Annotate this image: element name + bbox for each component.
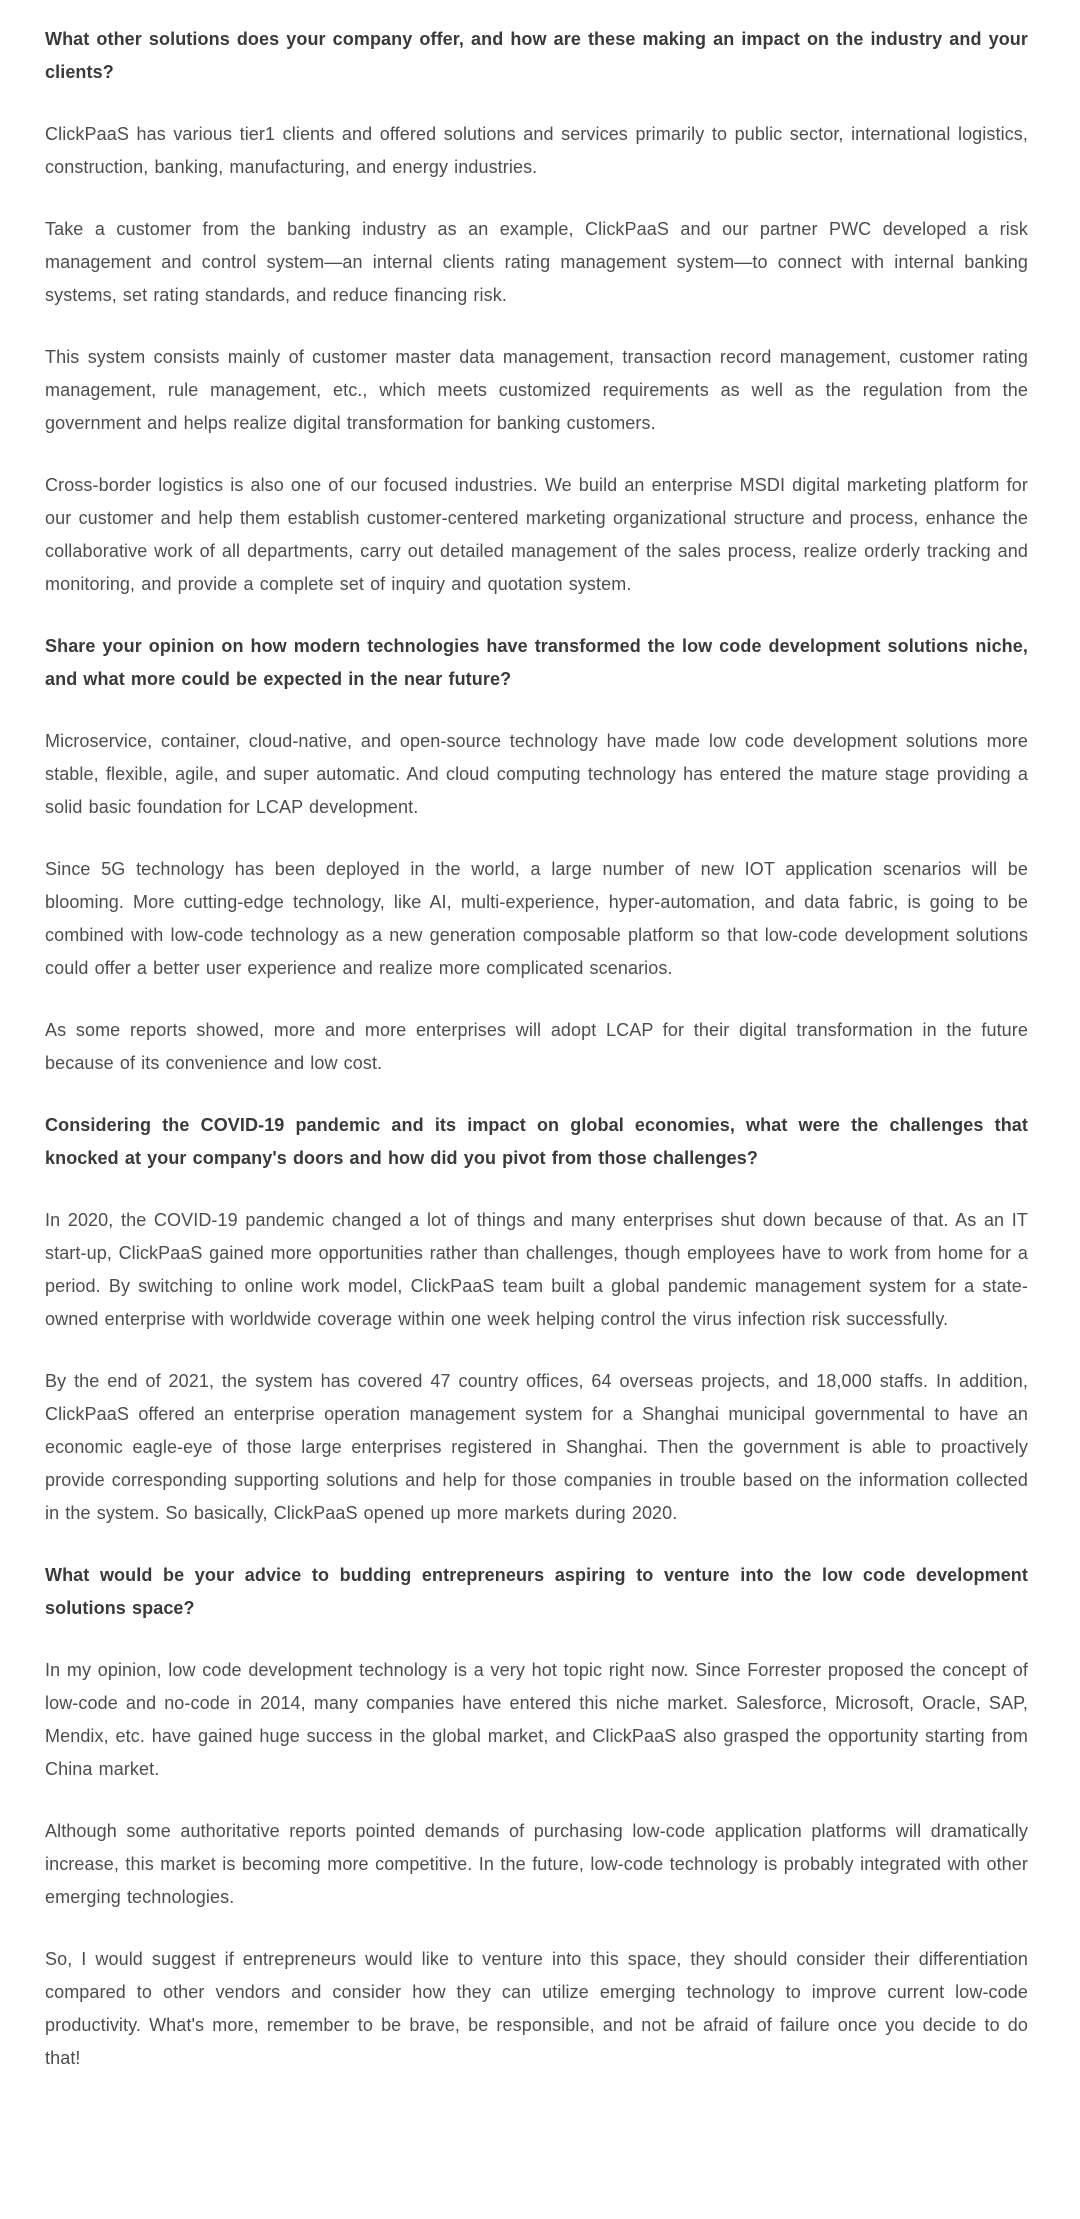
article-paragraph: As some reports showed, more and more enterprises will adopt LCAP for their digital transformation in the future because of its convenience and low cost.	[45, 1020, 1028, 1073]
article-paragraph: So, I would suggest if entrepreneurs would like to venture into this space, they should consider their differentiation compared to other vendors and consider how they can utilize emerging technology to improve current low-code productivity. What's more, remember to be brave, be responsible, and not be afraid of failure once you decide to do that!	[45, 1949, 1028, 2068]
question-heading: What other solutions does your company offer, and how are these making an impact on the industry and your clients?	[45, 29, 1028, 82]
article-paragraph: Take a customer from the banking industry as an example, ClickPaaS and our partner PWC developed a risk management and control system—an internal clients rating management system—to connect with internal banking systems, set rating standards, and reduce financing risk.	[45, 219, 1028, 305]
question-heading: Considering the COVID-19 pandemic and its impact on global economies, what were the challenges that knocked at your company's doors and how did you pivot from those challenges?	[45, 1115, 1028, 1168]
article-paragraph: In my opinion, low code development technology is a very hot topic right now. Since Forrester proposed the concept of low-code and no-code in 2014, many companies have entered this niche market. Salesforce, Microsoft, Oracle, SAP, Mendix, etc. have gained huge success in the global market, and ClickPaaS also grasped the opportunity starting from China market.	[45, 1660, 1028, 1779]
question-heading: Share your opinion on how modern technologies have transformed the low code development solutions niche, and what more could be expected in the near future?	[45, 636, 1028, 689]
article-paragraph: By the end of 2021, the system has covered 47 country offices, 64 overseas projects, and 18,000 staffs. In addition, ClickPaaS offered an enterprise operation management system for a Shanghai municipal governmental to have an economic eagle-eye of those large enterprises registered in Shanghai. Then the government is able to proactively provide corresponding supporting solutions and help for those companies in trouble based on the information collected in the system. So basically, ClickPaaS opened up more markets during 2020.	[45, 1371, 1028, 1523]
article-paragraph: Although some authoritative reports pointed demands of purchasing low-code application platforms will dramatically increase, this market is becoming more competitive. In the future, low-code technology is probably integrated with other emerging technologies.	[45, 1821, 1028, 1907]
article-paragraph: Cross-border logistics is also one of our focused industries. We build an enterprise MSDI digital marketing platform for our customer and help them establish customer-centered marketing organizational structure and process, enhance the collaborative work of all departments, carry out detailed management of the sales process, realize orderly tracking and monitoring, and provide a complete set of inquiry and quotation system.	[45, 475, 1028, 594]
article-paragraph: Since 5G technology has been deployed in the world, a large number of new IOT application scenarios will be blooming. More cutting-edge technology, like AI, multi-experience, hyper-automation, and data fabric, is going to be combined with low-code technology as a new generation composable platform so that low-code development solutions could offer a better user experience and realize more complicated scenarios.	[45, 859, 1028, 978]
article-paragraph: This system consists mainly of customer master data management, transaction record management, customer rating management, rule management, etc., which meets customized requirements as well as the regulation from the government and helps realize digital transformation for banking customers.	[45, 347, 1028, 433]
article-paragraph: ClickPaaS has various tier1 clients and offered solutions and services primarily to public sector, international logistics, construction, banking, manufacturing, and energy industries.	[45, 124, 1028, 177]
question-heading: What would be your advice to budding entrepreneurs aspiring to venture into the low code development solutions space?	[45, 1565, 1028, 1618]
article-paragraph: Microservice, container, cloud-native, and open-source technology have made low code development solutions more stable, flexible, agile, and super automatic. And cloud computing technology has entered the mature stage providing a solid basic foundation for LCAP development.	[45, 731, 1028, 817]
article-paragraph: In 2020, the COVID-19 pandemic changed a lot of things and many enterprises shut down because of that. As an IT start-up, ClickPaaS gained more opportunities rather than challenges, though employees have to work from home for a period. By switching to online work model, ClickPaaS team built a global pandemic management system for a state-owned enterprise with worldwide coverage within one week helping control the virus infection risk successfully.	[45, 1210, 1028, 1329]
